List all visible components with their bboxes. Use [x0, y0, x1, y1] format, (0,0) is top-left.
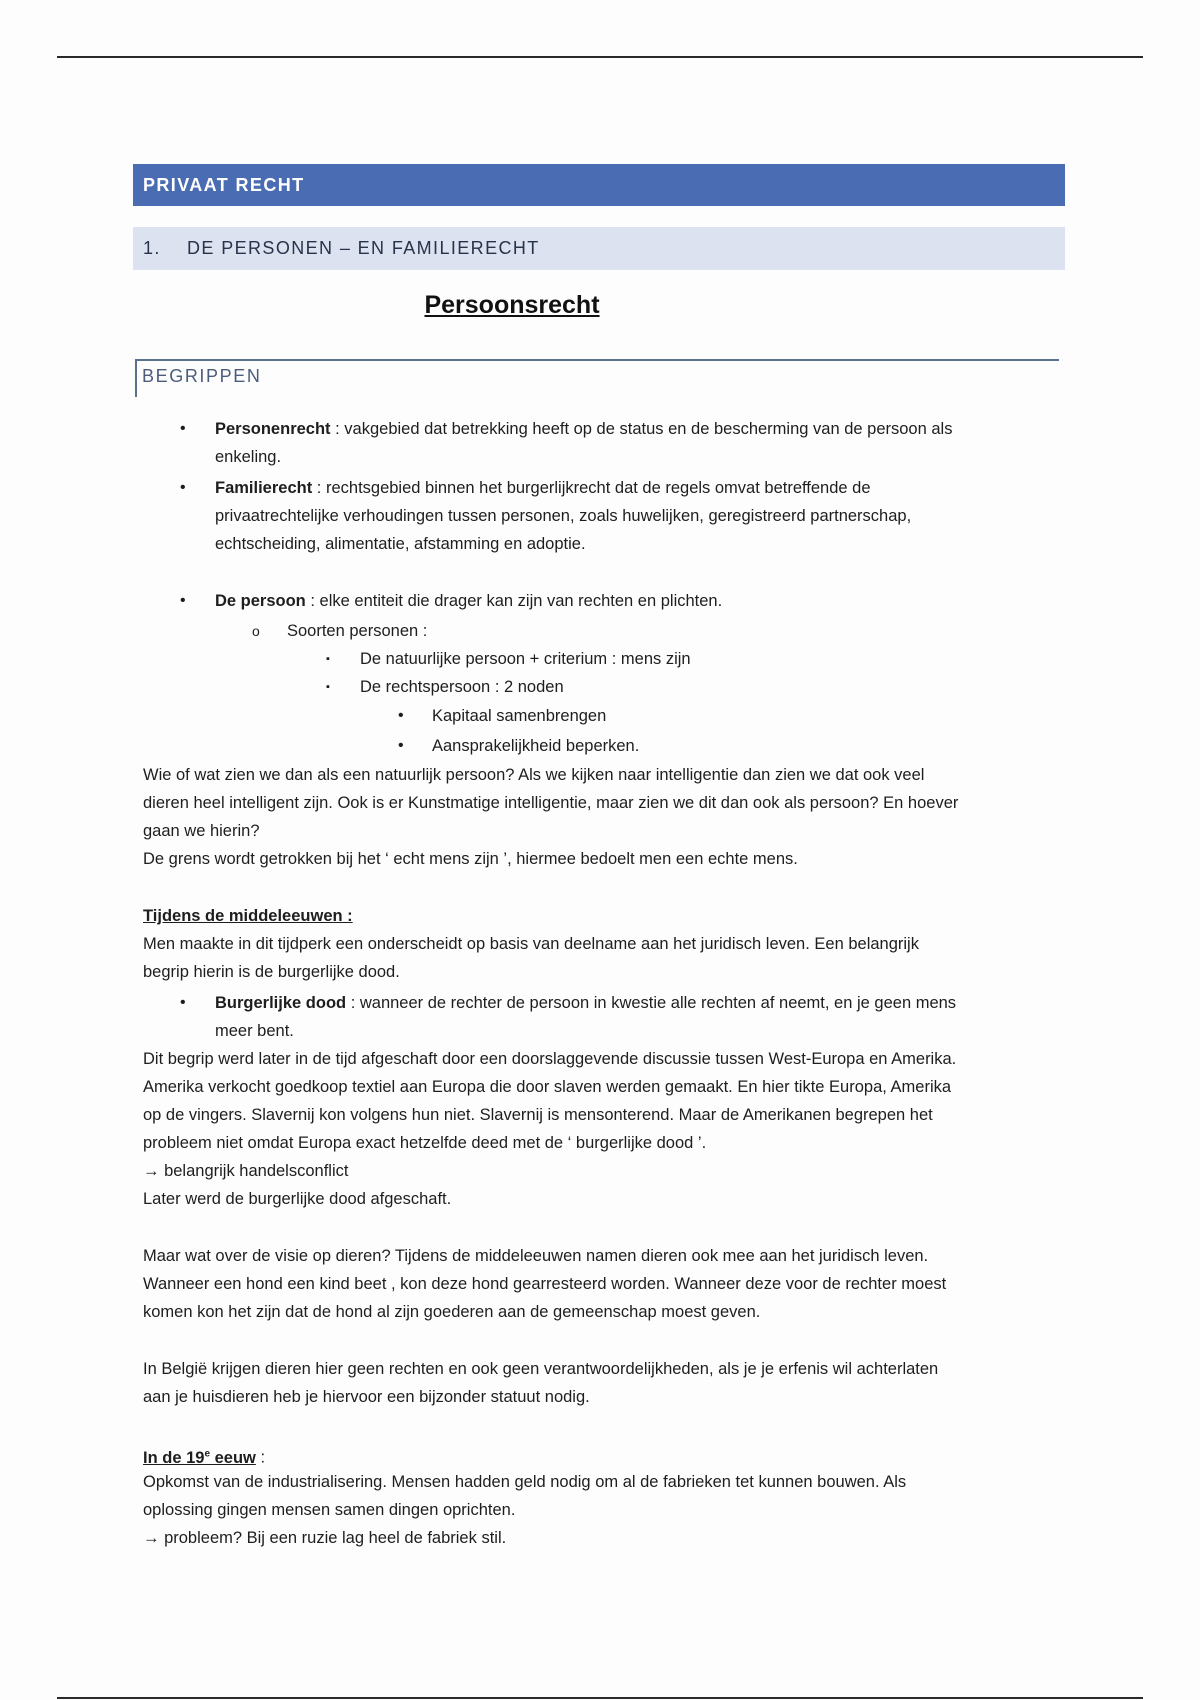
paragraph-line: Later werd de burgerlijke dood afgeschaft.: [143, 1190, 452, 1208]
definition-text: : vakgebied dat betrekking heeft op de status en de bescherming van de persoon als: [330, 420, 953, 438]
bullet-dot-icon: •: [398, 707, 404, 724]
section-frame: [135, 359, 1059, 397]
subheading-19e-eeuw: [143, 1440, 265, 1472]
paragraph-line: → belangrijk handelsconflict: [143, 1162, 349, 1180]
paragraph-line: Wie of wat zien we dan als een natuurlijk persoon? Als we kijken naar intelligentie dan zien we dat ook veel: [143, 766, 925, 784]
term-personenrecht: Personenrecht: [215, 420, 331, 438]
subheading-19e-eeuw-sup: e: [204, 1448, 211, 1459]
subheading-19e-eeuw-label: [143, 1449, 256, 1467]
bullet-circle-icon: o: [252, 623, 260, 639]
sub-item-soorten-personen: Soorten personen :: [287, 622, 428, 640]
paragraph-line: → probleem? Bij een ruzie lag heel de fabriek stil.: [143, 1529, 507, 1547]
paragraph-line: In België krijgen dieren hier geen rechten en ook geen verantwoordelijkheden, als je je erfenis wil achterlaten: [143, 1360, 939, 1378]
sub-item-rechtspersoon: De rechtspersoon : 2 noden: [360, 678, 564, 696]
paragraph-line: gaan we hierin?: [143, 822, 260, 840]
definition-de-persoon: [215, 587, 722, 615]
paragraph-line: Opkomst van de industrialisering. Mensen hadden geld nodig om al de fabrieken tet kunnen bouwen. Als: [143, 1473, 907, 1491]
definition-continuation: privaatrechtelijke verhoudingen tussen personen, zoals huwelijken, geregistreerd partnerschap,: [215, 507, 912, 525]
paragraph-line: begrip hierin is de burgerlijke dood.: [143, 963, 400, 981]
definition-familierecht: [215, 474, 871, 502]
heading-privaat-recht: PRIVAAT RECHT: [133, 164, 1065, 206]
paragraph-line: De grens wordt getrokken bij het ‘ echt mens zijn ’, hiermee bedoelt men een echte mens.: [143, 850, 798, 868]
subheading-19e-eeuw-pre: In de 19: [143, 1448, 205, 1467]
page-title: Persoonsrecht: [424, 291, 600, 319]
heading-number: 1.: [143, 238, 161, 258]
definition-text: : rechtsgebied binnen het burgerlijkrecht dat de regels omvat betreffende de: [312, 479, 871, 497]
term-familierecht: Familierecht: [215, 479, 313, 497]
paragraph-line: probleem niet omdat Europa exact hetzelfde deed met de ‘ burgerlijke dood ’.: [143, 1134, 707, 1152]
bullet-square-icon: ▪: [326, 681, 330, 693]
heading-text: DE PERSONEN – EN FAMILIERECHT: [187, 238, 540, 258]
bullet-dot-icon: •: [180, 994, 186, 1011]
bullet-square-icon: ▪: [326, 653, 330, 665]
definition-continuation: enkeling.: [215, 448, 282, 466]
page-bottom-rule: [57, 1697, 1143, 1699]
heading-personen-familierecht: [133, 227, 1065, 270]
sub-item-aansprakelijkheid: Aansprakelijkheid beperken.: [432, 737, 640, 755]
definition-continuation: meer bent.: [215, 1022, 294, 1040]
paragraph-line: Maar wat over de visie op dieren? Tijdens de middeleeuwen namen dieren ook mee aan het juridisch leven.: [143, 1247, 929, 1265]
term-burgerlijke-dood: Burgerlijke dood: [215, 994, 347, 1012]
definition-continuation: echtscheiding, alimentatie, afstamming en adoptie.: [215, 535, 586, 553]
paragraph-line: oplossing gingen mensen samen dingen oprichten.: [143, 1501, 516, 1519]
paragraph-line: Men maakte in dit tijdperk een onderscheidt op basis van deelname aan het juridisch leven. Een belangrijk: [143, 935, 919, 953]
definition-text: : elke entiteit die drager kan zijn van rechten en plichten.: [305, 592, 723, 610]
sub-item-natuurlijke-persoon: De natuurlijke persoon + criterium : mens zijn: [360, 650, 691, 668]
definition-text: : wanneer de rechter de persoon in kwestie alle rechten af neemt, en je geen mens: [346, 994, 957, 1012]
subheading-19e-eeuw-post: eeuw: [210, 1448, 256, 1467]
paragraph-line: aan je huisdieren heb je hiervoor een bijzonder statuut nodig.: [143, 1388, 590, 1406]
bullet-dot-icon: •: [180, 420, 186, 437]
bullet-dot-icon: •: [398, 737, 404, 754]
subheading-middeleeuwen: Tijdens de middeleeuwen :: [143, 907, 353, 925]
sub-item-kapitaal: Kapitaal samenbrengen: [432, 707, 607, 725]
paragraph-line: Wanneer een hond een kind beet , kon deze hond gearresteerd worden. Wanneer deze voor de rechter moest: [143, 1275, 947, 1293]
bullet-dot-icon: •: [180, 479, 186, 496]
definition-personenrecht: [215, 415, 952, 443]
definition-burgerlijke-dood: [215, 989, 956, 1017]
paragraph-line: Amerika verkocht goedkoop textiel aan Europa die door slaven werden gemaakt. En hier tikte Europa, Amerika: [143, 1078, 952, 1096]
page-top-rule: [57, 56, 1143, 58]
paragraph-line: Dit begrip werd later in de tijd afgeschaft door een doorslaggevende discussie tussen West-Europa en Amerika.: [143, 1050, 957, 1068]
section-heading-begrippen: BEGRIPPEN: [142, 366, 262, 386]
bullet-dot-icon: •: [180, 592, 186, 609]
subheading-colon: :: [255, 1448, 266, 1467]
term-de-persoon: De persoon: [215, 592, 306, 610]
paragraph-line: komen kon het zijn dat de hond al zijn goederen aan de gemeenschap moest geven.: [143, 1303, 761, 1321]
paragraph-line: op de vingers. Slavernij kon volgens hun niet. Slavernij is mensonterend. Maar de Amerikanen begrepen het: [143, 1106, 933, 1124]
paragraph-line: dieren heel intelligent zijn. Ook is er Kunstmatige intelligentie, maar zien we dit dan ook als persoon? En hoever: [143, 794, 959, 812]
